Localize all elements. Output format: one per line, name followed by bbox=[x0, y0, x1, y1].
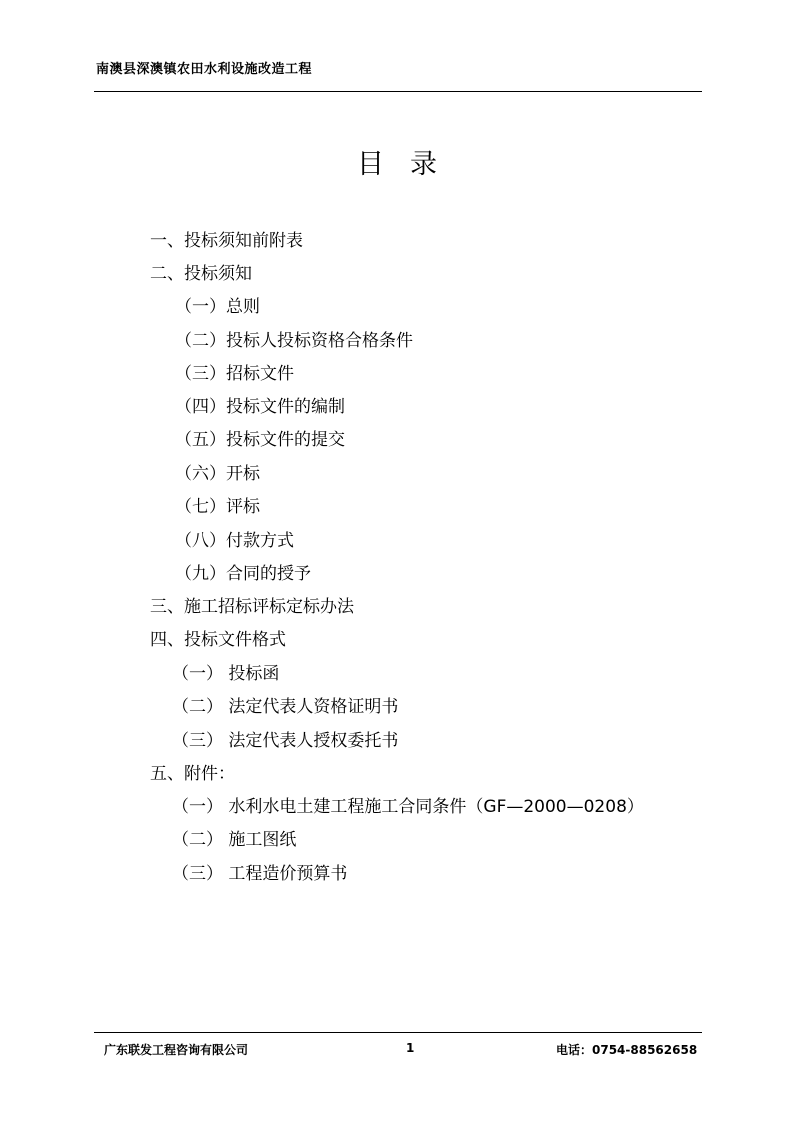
toc-item-5: 五、附件： bbox=[150, 764, 235, 784]
toc-item-2-4: （四）投标文件的编制 bbox=[175, 397, 345, 417]
toc-item-2-2: （二）投标人投标资格合格条件 bbox=[175, 331, 413, 351]
toc-item-4-3: （三） 法定代表人授权委托书 bbox=[172, 731, 399, 751]
toc-item-4: 四、投标文件格式 bbox=[150, 630, 286, 650]
toc-item-4-2: （二） 法定代表人资格证明书 bbox=[172, 697, 399, 717]
toc-item-2-1: （一）总则 bbox=[175, 297, 260, 317]
toc-item-1: 一、投标须知前附表 bbox=[150, 231, 303, 251]
toc-item-2-7: （七）评标 bbox=[175, 497, 260, 517]
toc-item-2-6: （六）开标 bbox=[175, 464, 260, 484]
footer-divider bbox=[94, 1032, 702, 1033]
header-divider bbox=[94, 91, 702, 92]
footer-page-number: 1 bbox=[406, 1041, 415, 1055]
toc-item-2-9: （九）合同的授予 bbox=[175, 564, 311, 584]
footer-phone: 电话：0754-88562658 bbox=[556, 1043, 698, 1057]
toc-item-2: 二、投标须知 bbox=[150, 264, 252, 284]
toc-item-5-2: （二） 施工图纸 bbox=[172, 830, 297, 850]
footer-company: 广东联发工程咨询有限公司 bbox=[104, 1043, 249, 1057]
toc-item-5-1: （一） 水利水电土建工程施工合同条件（GF—2000—0208） bbox=[172, 797, 644, 817]
toc-item-5-3: （三） 工程造价预算书 bbox=[172, 864, 348, 884]
toc-item-2-8: （八）付款方式 bbox=[175, 531, 294, 551]
header-project-title: 南澳县深澳镇农田水利设施改造工程 bbox=[96, 62, 313, 77]
toc-item-3: 三、施工招标评标定标办法 bbox=[150, 597, 354, 617]
toc-item-4-1: （一） 投标函 bbox=[172, 664, 280, 684]
page-title: 目录 bbox=[357, 149, 463, 180]
toc-item-2-5: （五）投标文件的提交 bbox=[175, 430, 345, 450]
toc-item-2-3: （三）招标文件 bbox=[175, 364, 294, 384]
